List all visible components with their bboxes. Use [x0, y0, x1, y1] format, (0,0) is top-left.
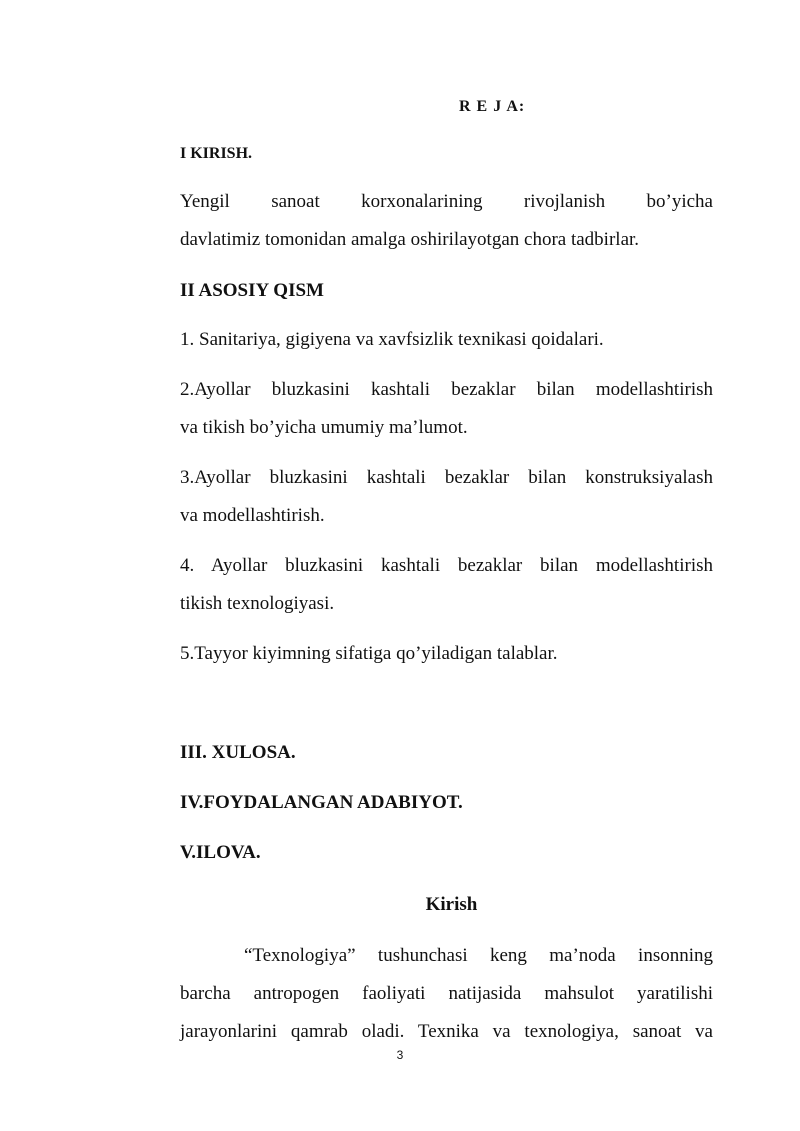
intro-paragraph-line: “Texnologiya” tushunchasi keng ma’noda insonning — [244, 945, 713, 966]
references-heading: IV.FOYDALANGAN ADABIYOT. — [180, 792, 463, 813]
plan-item: 3.Ayollar bluzkasini kashtali bezaklar bilan konstruksiyalash — [180, 467, 713, 488]
plan-item-continuation: va modellashtirish. — [180, 505, 325, 526]
intro-section-title: Kirish — [425, 894, 478, 915]
plan-title: R E J A: — [459, 98, 526, 115]
plan-item-continuation: tikish texnologiyasi. — [180, 593, 335, 614]
intro-paragraph-line: barcha antropogen faoliyati natijasida mahsulot yaratilishi — [180, 983, 713, 1004]
page-number: 3 — [396, 1048, 404, 1062]
plan-item-continuation: va tikish bo’yicha umumiy ma’lumot. — [180, 417, 468, 438]
plan-item: 1. Sanitariya, gigiyena va xavfsizlik texnikasi qoidalari. — [180, 329, 604, 350]
plan-item: 2.Ayollar bluzkasini kashtali bezaklar bilan modellashtirish — [180, 379, 713, 400]
intro-text-line: Yengil sanoat korxonalarining rivojlanish bo’yicha — [180, 191, 713, 212]
plan-item: 5.Tayyor kiyimning sifatiga qo’yiladigan talablar. — [180, 643, 558, 664]
appendix-heading: V.ILOVA. — [180, 842, 261, 863]
intro-heading: I KIRISH. — [180, 145, 253, 162]
intro-paragraph-line: jarayonlarini qamrab oladi. Texnika va texnologiya, sanoat va — [180, 1021, 713, 1042]
conclusion-heading: III. XULOSA. — [180, 742, 296, 763]
main-part-heading: II ASOSIY QISM — [180, 280, 324, 301]
plan-item: 4. Ayollar bluzkasini kashtali bezaklar bilan modellashtirish — [180, 555, 713, 576]
intro-text-line: davlatimiz tomonidan amalga oshirilayotgan chora tadbirlar. — [180, 229, 640, 250]
